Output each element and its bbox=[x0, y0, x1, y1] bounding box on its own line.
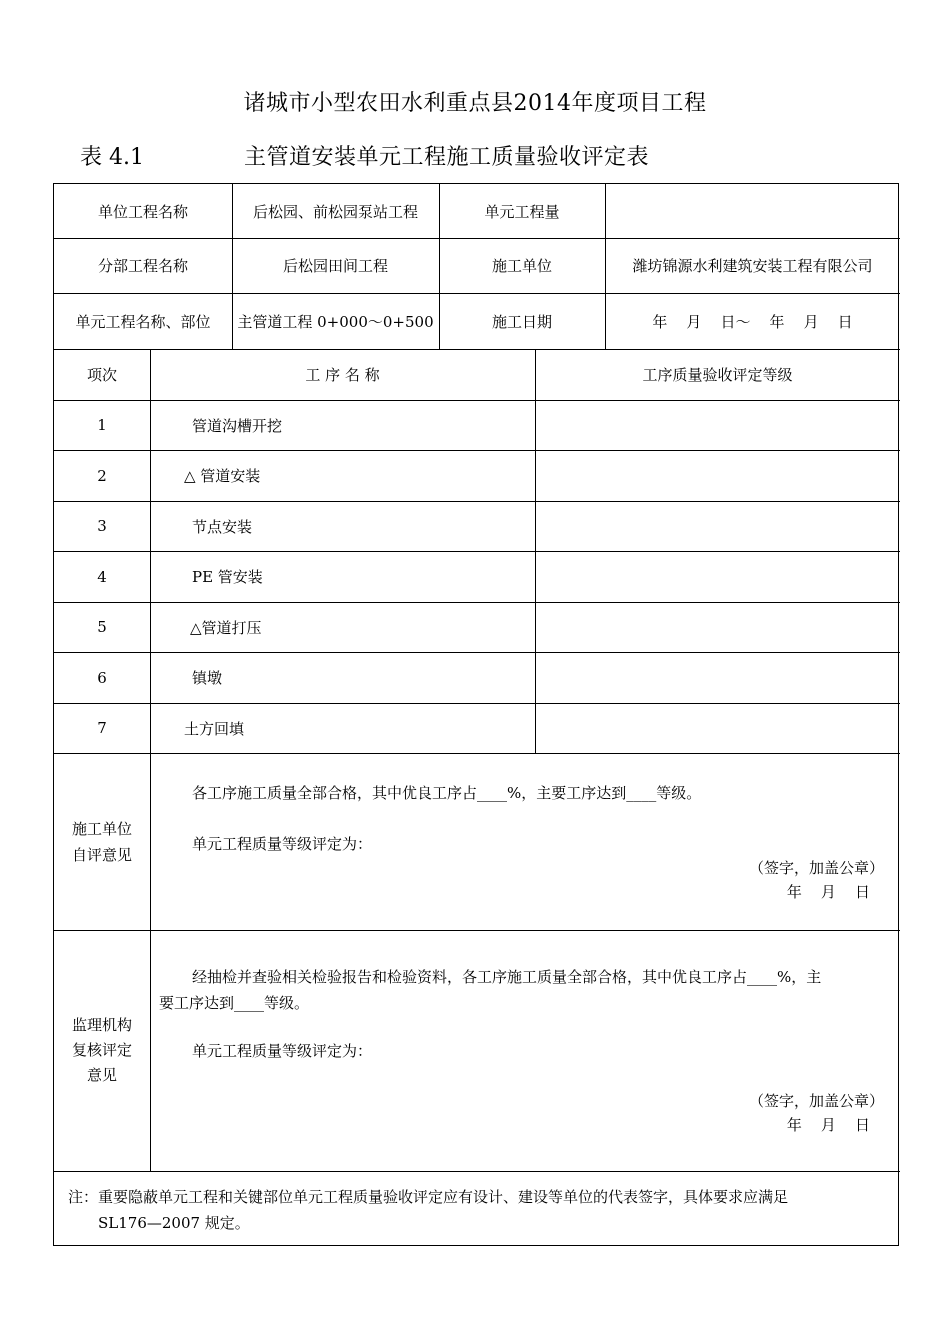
self-eval-label bbox=[54, 753, 150, 930]
item-grade-header: 工序质量验收评定等级 bbox=[642, 366, 793, 384]
supervisor-eval-grade-line: 单元工程质量等级评定为： bbox=[192, 1042, 373, 1060]
item-no-header: 项次 bbox=[86, 366, 117, 384]
date-value[interactable]: 年 月 日～ 年 月 日 bbox=[652, 312, 853, 331]
form-title: 主管道安装单元工程施工质量验收评定表 bbox=[244, 145, 650, 170]
item-grade[interactable] bbox=[535, 501, 900, 551]
note-line: SL176—2007 规定。 bbox=[98, 1214, 250, 1232]
item-no: 4 bbox=[97, 567, 107, 586]
signature-date: 年 月 日 bbox=[786, 883, 870, 901]
item-grade[interactable] bbox=[535, 450, 900, 501]
item-name: 节点安装 bbox=[192, 517, 253, 536]
sub-project-label: 分部工程名称 bbox=[97, 257, 188, 275]
element-value: 主管道工程 0+000～0+500 bbox=[237, 312, 434, 331]
item-name: 管道沟槽开挖 bbox=[192, 416, 283, 435]
col-divider bbox=[150, 349, 151, 1171]
quantity-value[interactable] bbox=[605, 184, 900, 238]
quantity-label: 单元工程量 bbox=[484, 202, 560, 221]
unit-project-label: 单位工程名称 bbox=[97, 202, 188, 221]
item-grade[interactable] bbox=[535, 400, 900, 450]
unit-project-value: 后松园、前松园泵站工程 bbox=[252, 202, 418, 221]
item-no: 6 bbox=[97, 668, 107, 687]
item-grade[interactable] bbox=[535, 652, 900, 703]
document-title: 诸城市小型农田水利重点县2014年度项目工程 bbox=[243, 91, 707, 116]
evaluation-form bbox=[53, 183, 899, 1246]
self-eval-grade-line: 单元工程质量等级评定为： bbox=[192, 835, 373, 853]
self-eval-signature bbox=[584, 856, 884, 904]
item-name: 镇墩 bbox=[192, 669, 223, 687]
self-eval-statement: 各工序施工质量全部合格，其中优良工序占____%，主要工序达到____等级。 bbox=[192, 784, 702, 802]
self-eval-label-line: 自评意见 bbox=[71, 845, 132, 864]
table-number: 表 4.1 bbox=[80, 145, 144, 170]
item-grade[interactable] bbox=[535, 703, 900, 753]
element-label: 单元工程名称、部位 bbox=[75, 312, 211, 331]
item-no: 2 bbox=[97, 466, 107, 485]
contractor-value: 潍坊锦源水利建筑安装工程有限公司 bbox=[632, 257, 873, 275]
contractor-label: 施工单位 bbox=[491, 257, 552, 275]
item-no: 5 bbox=[97, 618, 107, 636]
row-divider bbox=[54, 1171, 900, 1172]
date-label: 施工日期 bbox=[491, 312, 552, 331]
sub-project-value: 后松园田间工程 bbox=[282, 257, 388, 275]
item-name: 土方回填 bbox=[184, 719, 245, 738]
supervisor-eval-label-line: 监理机构 bbox=[71, 1016, 132, 1034]
item-no: 1 bbox=[97, 416, 107, 434]
item-name: PE 管安装 bbox=[192, 568, 263, 586]
item-no: 7 bbox=[97, 719, 107, 737]
self-eval-label-line: 施工单位 bbox=[71, 819, 132, 838]
signature-note: （签字，加盖公章） bbox=[748, 1092, 884, 1110]
supervisor-eval-statement-cont: 要工序达到____等级。 bbox=[159, 994, 310, 1012]
row-divider bbox=[54, 753, 900, 754]
item-name: △管道打压 bbox=[190, 618, 262, 637]
item-no: 3 bbox=[97, 517, 107, 535]
row-divider bbox=[54, 930, 900, 931]
supervisor-eval-statement: 经抽检并查验相关检验报告和检验资料，各工序施工质量全部合格，其中优良工序占____%，主 bbox=[192, 968, 822, 986]
note-line: 注：重要隐蔽单元工程和关键部位单元工程质量验收评定应有设计、建设等单位的代表签字，具体要求应满足 bbox=[68, 1188, 789, 1206]
item-name-header: 工 序 名 称 bbox=[305, 366, 380, 384]
supervisor-eval-signature bbox=[584, 1089, 884, 1137]
item-grade[interactable] bbox=[535, 551, 900, 602]
item-grade[interactable] bbox=[535, 602, 900, 652]
item-name: △ 管道安装 bbox=[184, 467, 261, 485]
supervisor-eval-label bbox=[54, 930, 150, 1171]
signature-note: （签字，加盖公章） bbox=[748, 859, 884, 877]
signature-date: 年 月 日 bbox=[786, 1116, 870, 1134]
supervisor-eval-label-line: 意见 bbox=[86, 1066, 117, 1084]
supervisor-eval-label-line: 复核评定 bbox=[71, 1041, 132, 1059]
